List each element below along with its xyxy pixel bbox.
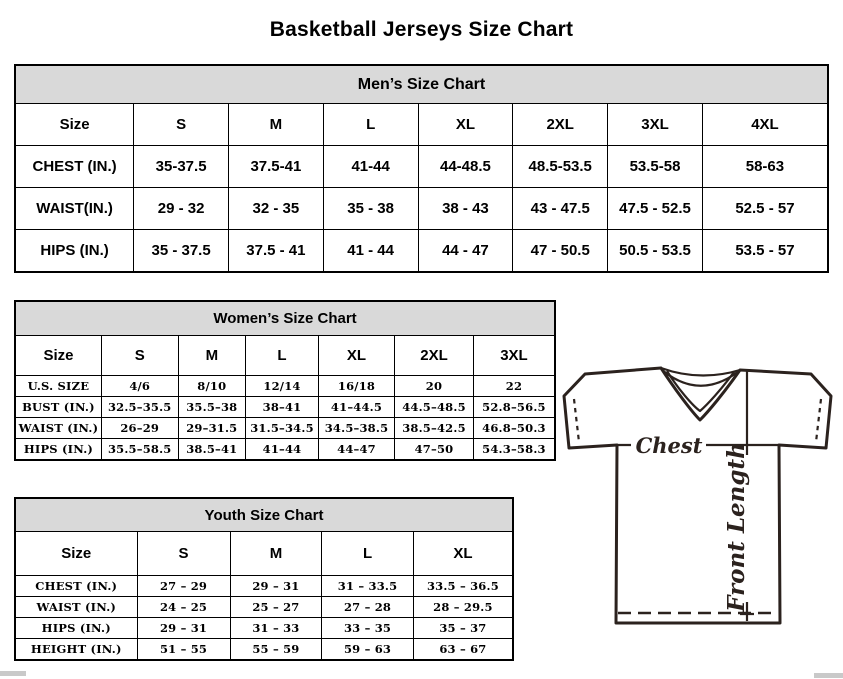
mens-size-table: [14, 64, 829, 273]
table-cell: 27 – 29: [137, 576, 230, 597]
table-cell: 41–44: [246, 439, 319, 461]
table-cell: 55 – 59: [230, 639, 322, 661]
horizontal-scrollbar-fragment-left[interactable]: [0, 671, 26, 676]
column-header: 3XL: [608, 104, 703, 146]
table-cell: 35 - 37.5: [134, 230, 229, 273]
row-label: HIPS (IN.): [15, 439, 101, 461]
table-cell: 53.5 - 57: [702, 230, 828, 273]
column-header: L: [246, 336, 319, 376]
table-title-row: [15, 301, 555, 336]
table-cell: 28 – 29.5: [413, 597, 513, 618]
horizontal-scrollbar-fragment-right[interactable]: [814, 673, 843, 678]
table-cell: 35.5–38: [178, 397, 246, 418]
table-cell: 41–44.5: [318, 397, 394, 418]
column-header: S: [134, 104, 229, 146]
youth-size-table: [14, 497, 514, 661]
mens-size-chart: [14, 64, 829, 273]
column-header-row: [15, 336, 555, 376]
table-cell: 51 – 55: [137, 639, 230, 661]
table-cell: 44.5–48.5: [395, 397, 474, 418]
table-cell: 44 - 47: [418, 230, 513, 273]
table-title: Youth Size Chart: [15, 498, 513, 532]
column-header: XL: [318, 336, 394, 376]
table-cell: 31.5–34.5: [246, 418, 319, 439]
column-header: L: [323, 104, 418, 146]
row-label: CHEST (IN.): [15, 146, 134, 188]
table-cell: 38.5–42.5: [395, 418, 474, 439]
row-label: BUST (IN.): [15, 397, 101, 418]
column-header: 2XL: [395, 336, 474, 376]
table-cell: 29 - 32: [134, 188, 229, 230]
table-title: Women’s Size Chart: [15, 301, 555, 336]
table-cell: 52.5 - 57: [702, 188, 828, 230]
column-header: Size: [15, 336, 101, 376]
table-cell: 22: [473, 376, 555, 397]
table-cell: 53.5-58: [608, 146, 703, 188]
table-cell: 34.5–38.5: [318, 418, 394, 439]
table-title: Men’s Size Chart: [15, 65, 828, 104]
table-cell: 35 – 37: [413, 618, 513, 639]
table-row: [15, 418, 555, 439]
column-header: Size: [15, 104, 134, 146]
jersey-measurement-diagram: [554, 355, 843, 645]
row-label: WAIST(IN.): [15, 188, 134, 230]
table-row: [15, 597, 513, 618]
table-cell: 38–41: [246, 397, 319, 418]
table-cell: 32 - 35: [228, 188, 323, 230]
row-label: WAIST (IN.): [15, 597, 137, 618]
table-cell: 24 – 25: [137, 597, 230, 618]
table-cell: 37.5-41: [228, 146, 323, 188]
table-row: [15, 397, 555, 418]
table-cell: 48.5-53.5: [513, 146, 608, 188]
table-cell: 47–50: [395, 439, 474, 461]
chest-label: Chest: [635, 433, 703, 458]
column-header: S: [101, 336, 178, 376]
column-header: XL: [413, 532, 513, 576]
table-cell: 26–29: [101, 418, 178, 439]
table-cell: 35 - 38: [323, 188, 418, 230]
table-cell: 44-48.5: [418, 146, 513, 188]
collar-arc-outer: [661, 368, 740, 376]
table-title-row: [15, 65, 828, 104]
table-cell: 29–31.5: [178, 418, 246, 439]
table-cell: 8/10: [178, 376, 246, 397]
table-cell: 32.5–35.5: [101, 397, 178, 418]
table-row: [15, 188, 828, 230]
table-cell: 41 - 44: [323, 230, 418, 273]
table-cell: 47 - 50.5: [513, 230, 608, 273]
table-cell: 41-44: [323, 146, 418, 188]
table-cell: 43 - 47.5: [513, 188, 608, 230]
column-header: Size: [15, 532, 137, 576]
column-header: 2XL: [513, 104, 608, 146]
front-length-label: Front Length: [723, 442, 750, 612]
table-row: [15, 230, 828, 273]
table-cell: 58-63: [702, 146, 828, 188]
column-header: L: [322, 532, 414, 576]
table-cell: 47.5 - 52.5: [608, 188, 703, 230]
column-header-row: [15, 104, 828, 146]
table-cell: 46.8–50.3: [473, 418, 555, 439]
table-cell: 16/18: [318, 376, 394, 397]
youth-size-chart: [14, 497, 514, 661]
table-cell: 31 – 33: [230, 618, 322, 639]
row-label: CHEST (IN.): [15, 576, 137, 597]
row-label: HIPS (IN.): [15, 618, 137, 639]
column-header: S: [137, 532, 230, 576]
jersey-outline: [564, 368, 831, 623]
womens-size-chart: [14, 300, 556, 461]
table-row: [15, 376, 555, 397]
table-cell: 54.3–58.3: [473, 439, 555, 461]
table-cell: 12/14: [246, 376, 319, 397]
table-cell: 27 – 28: [322, 597, 414, 618]
row-label: WAIST (IN.): [15, 418, 101, 439]
table-cell: 63 – 67: [413, 639, 513, 661]
column-header: M: [228, 104, 323, 146]
column-header: M: [178, 336, 246, 376]
left-sleeve-stitch-line: [574, 399, 579, 442]
column-header: M: [230, 532, 322, 576]
table-cell: 31 – 33.5: [322, 576, 414, 597]
table-cell: 25 – 27: [230, 597, 322, 618]
womens-size-table: [14, 300, 556, 461]
table-cell: 38 - 43: [418, 188, 513, 230]
row-label: HEIGHT (IN.): [15, 639, 137, 661]
table-row: [15, 618, 513, 639]
table-cell: 52.8–56.5: [473, 397, 555, 418]
table-cell: 59 – 63: [322, 639, 414, 661]
table-cell: 35-37.5: [134, 146, 229, 188]
table-cell: 35.5–58.5: [101, 439, 178, 461]
page-title: Basketball Jerseys Size Chart: [269, 18, 574, 42]
table-cell: 50.5 - 53.5: [608, 230, 703, 273]
table-row: [15, 146, 828, 188]
table-cell: 29 – 31: [137, 618, 230, 639]
table-cell: 37.5 - 41: [228, 230, 323, 273]
table-cell: 33 – 35: [322, 618, 414, 639]
table-row: [15, 439, 555, 461]
right-sleeve-stitch-line: [816, 399, 821, 442]
table-cell: 44–47: [318, 439, 394, 461]
table-cell: 33.5 – 36.5: [413, 576, 513, 597]
table-cell: 20: [395, 376, 474, 397]
table-row: [15, 576, 513, 597]
column-header: 3XL: [473, 336, 555, 376]
row-label: U.S. SIZE: [15, 376, 101, 397]
column-header: 4XL: [702, 104, 828, 146]
table-row: [15, 639, 513, 661]
table-title-row: [15, 498, 513, 532]
column-header-row: [15, 532, 513, 576]
row-label: HIPS (IN.): [15, 230, 134, 273]
column-header: XL: [418, 104, 513, 146]
table-cell: 38.5–41: [178, 439, 246, 461]
table-cell: 29 – 31: [230, 576, 322, 597]
table-cell: 4/6: [101, 376, 178, 397]
